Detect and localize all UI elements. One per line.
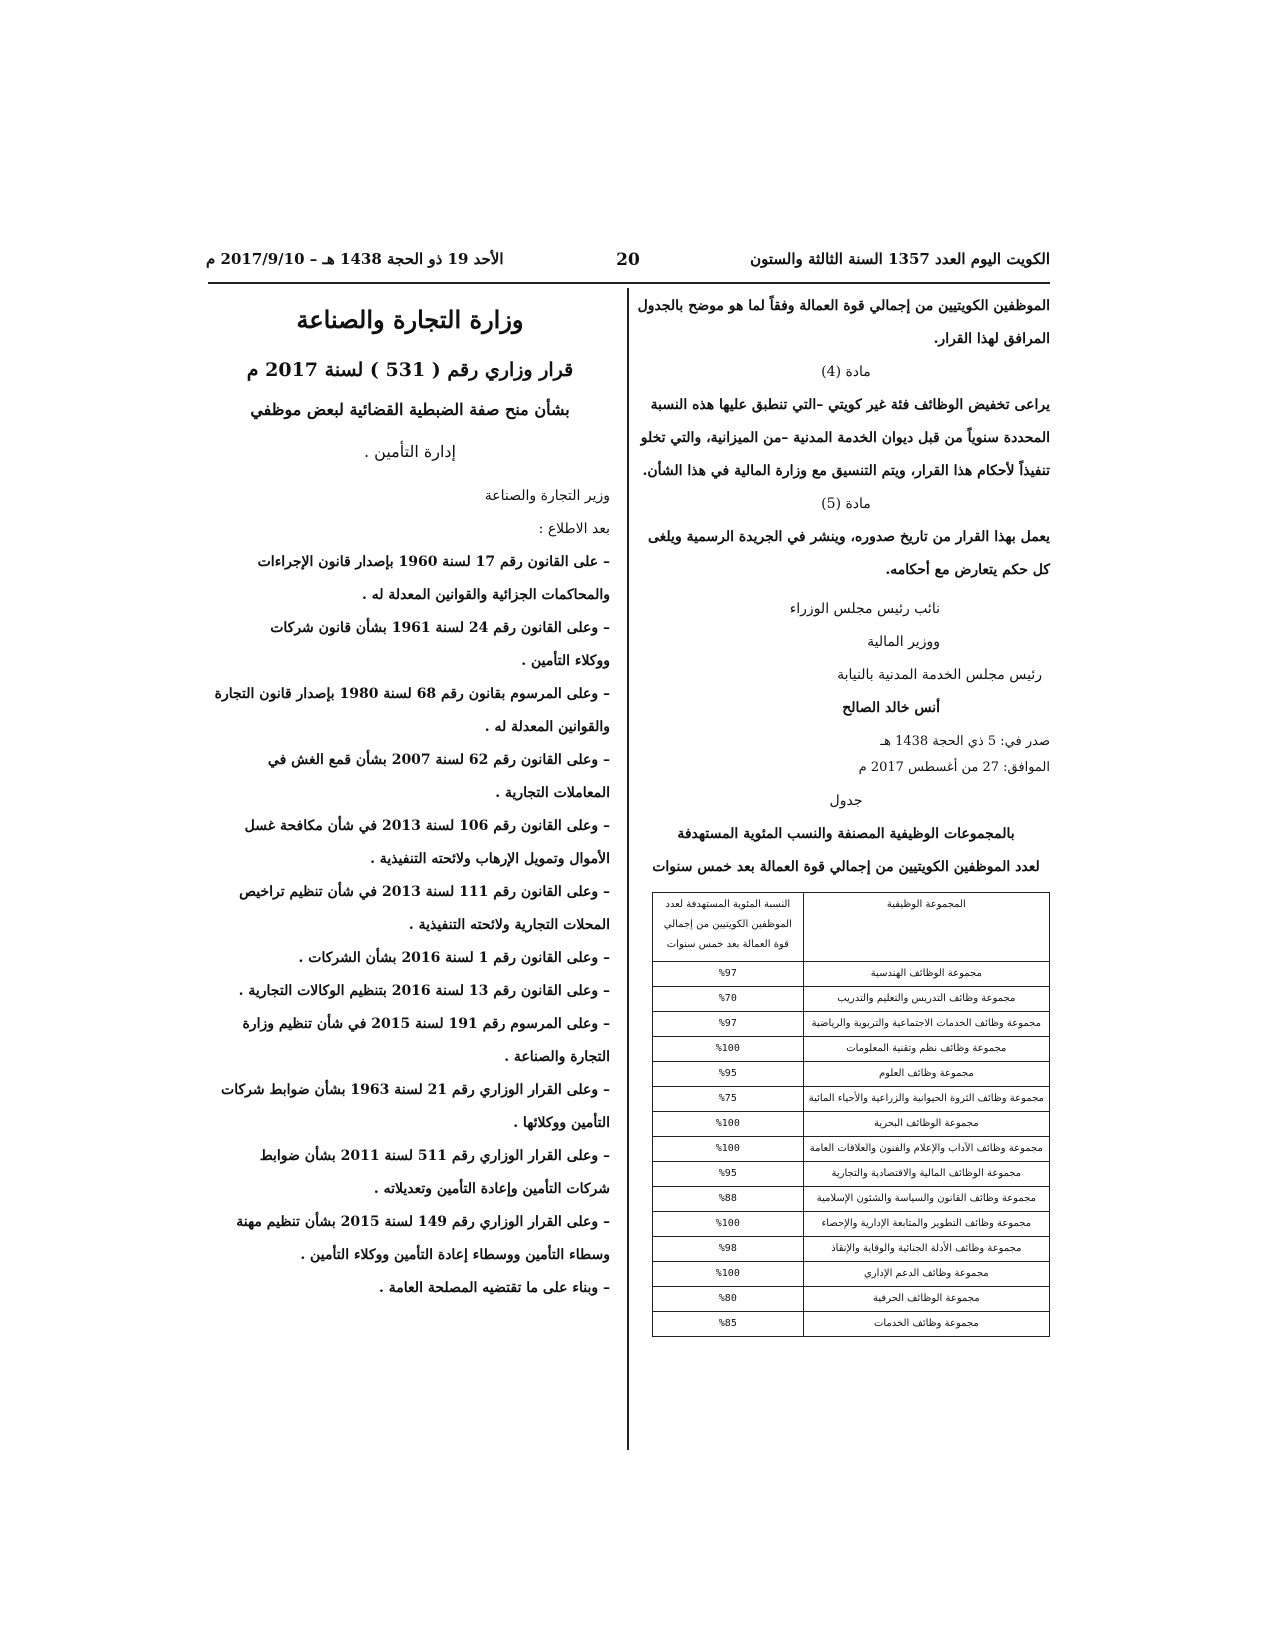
- preamble-line: وسطاء التأمين ووسطاء إعادة التأمين ووكلاء التأمين .: [300, 1247, 610, 1263]
- target-percentage-cell: %75: [653, 1087, 804, 1112]
- table-title: جدول: [829, 793, 863, 809]
- preamble-line: – وعلى القانون رقم 111 لسنة 2013 في شأن تنظيم تراخيص: [239, 884, 610, 900]
- target-percentage-cell: %97: [653, 962, 804, 987]
- signatory-name: أنس خالد الصالح: [842, 700, 940, 716]
- article-4-title: مادة (4): [821, 364, 871, 380]
- target-percentage-cell: %100: [653, 1137, 804, 1162]
- preamble-line: التأمين ووكلائها .: [513, 1115, 610, 1131]
- preamble-line: المعاملات التجارية .: [495, 785, 610, 801]
- table-row: [653, 1137, 1050, 1162]
- preamble-line: – وعلى القانون رقم 62 لسنة 2007 بشأن قمع الغش في: [267, 752, 610, 768]
- table-subtitle: لعدد الموظفين الكويتيين من إجمالي قوة العمالة بعد خمس سنوات: [652, 859, 1040, 875]
- column-divider: [627, 288, 629, 1450]
- table-row: [653, 1012, 1050, 1037]
- table-header-row: [653, 893, 1050, 962]
- header-job-group: المجموعة الوظيفية: [803, 893, 1049, 962]
- table-row: [653, 1212, 1050, 1237]
- left-column: [210, 290, 610, 1305]
- table-row: [653, 1187, 1050, 1212]
- intro-line: الموظفين الكويتيين من إجمالي قوة العمالة وفقاً لما هو موضح بالجدول: [637, 298, 1050, 314]
- preamble-line: – وعلى القرار الوزاري رقم 511 لسنة 2011 بشأن ضوابط: [259, 1148, 610, 1164]
- decree-subject: بشأن منح صفة الضبطية القضائية لبعض موظفي: [250, 400, 570, 419]
- article-4-line: يراعى تخفيض الوظائف فئة غير كويتي –التي تنطبق عليها هذه النسبة: [650, 397, 1050, 413]
- preamble-line: المحلات التجارية ولائحته التنفيذية .: [408, 917, 610, 933]
- job-group-cell: مجموعة الوظائف البحرية: [803, 1112, 1049, 1137]
- target-percentage-cell: %100: [653, 1212, 804, 1237]
- gazette-issue: الكويت اليوم العدد 1357 السنة الثالثة والستون: [750, 250, 1050, 268]
- table-row: [653, 962, 1050, 987]
- job-group-cell: مجموعة وظائف الخدمات: [803, 1312, 1049, 1337]
- preamble-line: – وعلى القرار الوزاري رقم 21 لسنة 1963 بشأن ضوابط شركات: [221, 1082, 610, 1098]
- target-percentage-cell: %88: [653, 1187, 804, 1212]
- job-group-cell: مجموعة وظائف الثروة الحيوانية والزراعية والأحياء المائية: [803, 1087, 1049, 1112]
- target-percentage-cell: %98: [653, 1237, 804, 1262]
- right-column: [637, 290, 1050, 1337]
- table-subtitle: بالمجموعات الوظيفية المصنفة والنسب المئوية المستهدفة: [677, 826, 1015, 842]
- table-row: [653, 1262, 1050, 1287]
- preamble-line: – وعلى المرسوم بقانون رقم 68 لسنة 1980 بإصدار قانون التجارة: [214, 686, 610, 702]
- page-number: 20: [616, 250, 640, 270]
- signature-line: رئيس مجلس الخدمة المدنية بالنيابة: [837, 667, 1042, 683]
- article-5-line: كل حكم يتعارض مع أحكامه.: [885, 562, 1050, 578]
- target-percentage-cell: %95: [653, 1162, 804, 1187]
- target-percentage-cell: %97: [653, 1012, 804, 1037]
- job-group-cell: مجموعة وظائف العلوم: [803, 1062, 1049, 1087]
- table-row: [653, 1287, 1050, 1312]
- job-groups-table: [652, 892, 1050, 1337]
- job-group-cell: مجموعة وظائف الآداب والإعلام والفنون والعلاقات العامة: [803, 1137, 1049, 1162]
- decree-title: قرار وزاري رقم ( 531 ) لسنة 2017 م: [246, 359, 574, 381]
- preamble-line: – وعلى القانون رقم 13 لسنة 2016 بتنظيم الوكالات التجارية .: [238, 983, 610, 999]
- header-rule: [208, 282, 1050, 284]
- article-4-line: تنفيذاً لأحكام هذا القرار، ويتم التنسيق مع وزارة المالية في هذا الشأن.: [642, 463, 1050, 479]
- issued-date: صدر في: 5 ذي الحجة 1438 هـ: [880, 734, 1050, 749]
- preamble-line: والقوانين المعدلة له .: [484, 719, 610, 735]
- job-group-cell: مجموعة وظائف الخدمات الاجتماعية والتربوية والرياضية: [803, 1012, 1049, 1037]
- job-group-cell: مجموعة الوظائف الحرفية: [803, 1287, 1049, 1312]
- table-row: [653, 1087, 1050, 1112]
- preamble-line: – وعلى القانون رقم 24 لسنة 1961 بشأن قانون شركات: [270, 620, 610, 636]
- target-percentage-cell: %70: [653, 987, 804, 1012]
- preamble-lines: [210, 546, 610, 1305]
- header-target-percentage: النسبة المئوية المستهدفة لعدد الموظفين الكويتيين من إجمالي قوة العمالة بعد خمس سنوات: [653, 893, 804, 962]
- job-group-cell: مجموعة وظائف نظم وتقنية المعلومات: [803, 1037, 1049, 1062]
- corresponding-date: الموافق: 27 من أغسطس 2017 م: [858, 760, 1050, 775]
- job-group-cell: مجموعة وظائف التطوير والمتابعة الإدارية والإحصاء: [803, 1212, 1049, 1237]
- after-review: بعد الاطلاع :: [538, 521, 610, 537]
- job-group-cell: مجموعة الوظائف الهندسية: [803, 962, 1049, 987]
- job-group-cell: مجموعة وظائف التدريس والتعليم والتدريب: [803, 987, 1049, 1012]
- job-group-cell: مجموعة وظائف القانون والسياسة والشئون الإسلامية: [803, 1187, 1049, 1212]
- target-percentage-cell: %95: [653, 1062, 804, 1087]
- table-row: [653, 1237, 1050, 1262]
- job-group-cell: مجموعة وظائف الأدلة الجنائية والوقاية والإنقاذ: [803, 1237, 1049, 1262]
- preamble-line: – وبناء على ما تقتضيه المصلحة العامة .: [379, 1280, 610, 1296]
- job-group-cell: مجموعة الوظائف المالية والاقتصادية والتجارية: [803, 1162, 1049, 1187]
- table-row: [653, 1162, 1050, 1187]
- job-group-cell: مجموعة وظائف الدعم الإداري: [803, 1262, 1049, 1287]
- table-row: [653, 1062, 1050, 1087]
- target-percentage-cell: %100: [653, 1112, 804, 1137]
- preamble-line: – وعلى المرسوم رقم 191 لسنة 2015 في شأن تنظيم وزارة: [242, 1016, 610, 1032]
- intro-line: المرافق لهذا القرار.: [933, 331, 1050, 347]
- page-header: [206, 250, 1050, 280]
- preamble-line: – وعلى القانون رقم 106 لسنة 2013 في شأن مكافحة غسل: [244, 818, 610, 834]
- preamble-line: شركات التأمين وإعادة التأمين وتعديلاته .: [373, 1181, 610, 1197]
- signature-line: ووزير المالية: [867, 634, 940, 650]
- target-percentage-cell: %100: [653, 1262, 804, 1287]
- table-row: [653, 1112, 1050, 1137]
- preamble-line: الأموال وتمويل الإرهاب ولائحته التنفيذية .: [370, 851, 610, 867]
- table-row: [653, 1037, 1050, 1062]
- ministry-title: وزارة التجارة والصناعة: [296, 305, 524, 334]
- target-percentage-cell: %85: [653, 1312, 804, 1337]
- preamble-line: – وعلى القرار الوزاري رقم 149 لسنة 2015 بشأن تنظيم مهنة: [236, 1214, 610, 1230]
- article-5-line: يعمل بهذا القرار من تاريخ صدوره، وينشر في الجريدة الرسمية ويلغى: [647, 529, 1050, 545]
- article-5-title: مادة (5): [821, 496, 871, 512]
- target-percentage-cell: %80: [653, 1287, 804, 1312]
- target-percentage-cell: %100: [653, 1037, 804, 1062]
- signature-line: نائب رئيس مجلس الوزراء: [789, 601, 940, 617]
- article-4-line: المحددة سنوياً من قبل ديوان الخدمة المدنية –من الميزانية، والتي تخلو: [640, 430, 1050, 446]
- preamble-line: التجارة والصناعة .: [504, 1049, 610, 1065]
- minister-line: وزير التجارة والصناعة: [484, 488, 610, 504]
- preamble-line: ووكلاء التأمين .: [521, 653, 610, 669]
- preamble-line: – وعلى القانون رقم 1 لسنة 2016 بشأن الشركات .: [298, 950, 610, 966]
- table-row: [653, 987, 1050, 1012]
- preamble-line: – على القانون رقم 17 لسنة 1960 بإصدار قانون الإجراءات: [257, 554, 610, 570]
- preamble-line: والمحاكمات الجزائية والقوانين المعدلة له .: [362, 587, 610, 603]
- table-row: [653, 1312, 1050, 1337]
- issue-date: الأحد 19 ذو الحجة 1438 هـ – 2017/9/10 م: [206, 250, 504, 268]
- decree-subject-2: إدارة التأمين .: [364, 442, 456, 461]
